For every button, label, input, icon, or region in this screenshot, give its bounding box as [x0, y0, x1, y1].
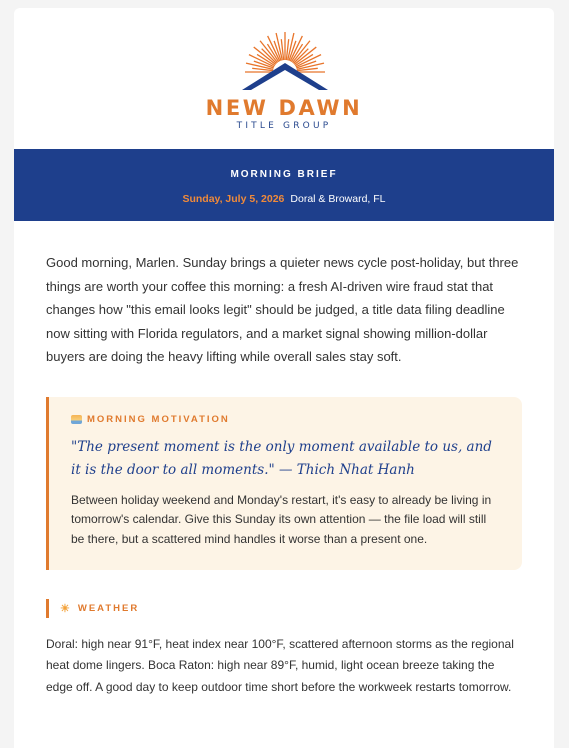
motivation-label: MORNING MOTIVATION [87, 413, 230, 425]
weather-body: Doral: high near 91°F, heat index near 100°F, scattered afternoon storms as the regional heat dome lingers. Boca Raton: high near 89°F, humid, light ocean breeze taking the edge off. A good day to keep outdoor time short before the workweek restarts tomorrow. [46, 636, 514, 694]
banner-date: Sunday, July 5, 2026 [182, 193, 285, 205]
motivation-body: Between holiday weekend and Monday's restart, it's easy to already be living in tomorrow's calendar. Give this Sunday its own attention — the file load will still be there, but a scattered mind handles it worse than a present one. [71, 492, 492, 547]
weather-heading [46, 599, 522, 618]
sunrise-icon [71, 415, 82, 424]
banner-title: MORNING BRIEF [230, 169, 338, 180]
motivation-quote: "The present moment is the only moment available to us, and it is the door to all moments." — Thich Nhat Hanh [71, 438, 492, 478]
brand-subtitle: TITLE GROUP [236, 121, 332, 131]
intro-paragraph: Good morning, Marlen. Sunday brings a quieter news cycle post-holiday, but three things are worth your coffee this morning: a fresh AI-driven wire fraud stat that changes how "this email looks legit" should be judged, a title data filing deadline now sitting with Florida regulators, and a market signal showing million-dollar buyers are doing the heavy lifting while overall sales stay soft. [46, 255, 519, 364]
banner-location: Doral & Broward, FL [290, 193, 386, 205]
brand-name: NEW DAWN [205, 96, 363, 120]
banner-meta [14, 193, 554, 205]
brand-header [14, 8, 554, 149]
email-card [14, 8, 554, 748]
weather-label: WEATHER [77, 602, 140, 614]
brief-content [14, 251, 554, 698]
sun-icon: ☀ [60, 602, 72, 615]
motivation-heading [71, 414, 498, 425]
morning-motivation-card [46, 397, 522, 570]
morning-brief-banner [14, 149, 554, 221]
sunrise-house-logo-icon [228, 30, 342, 90]
